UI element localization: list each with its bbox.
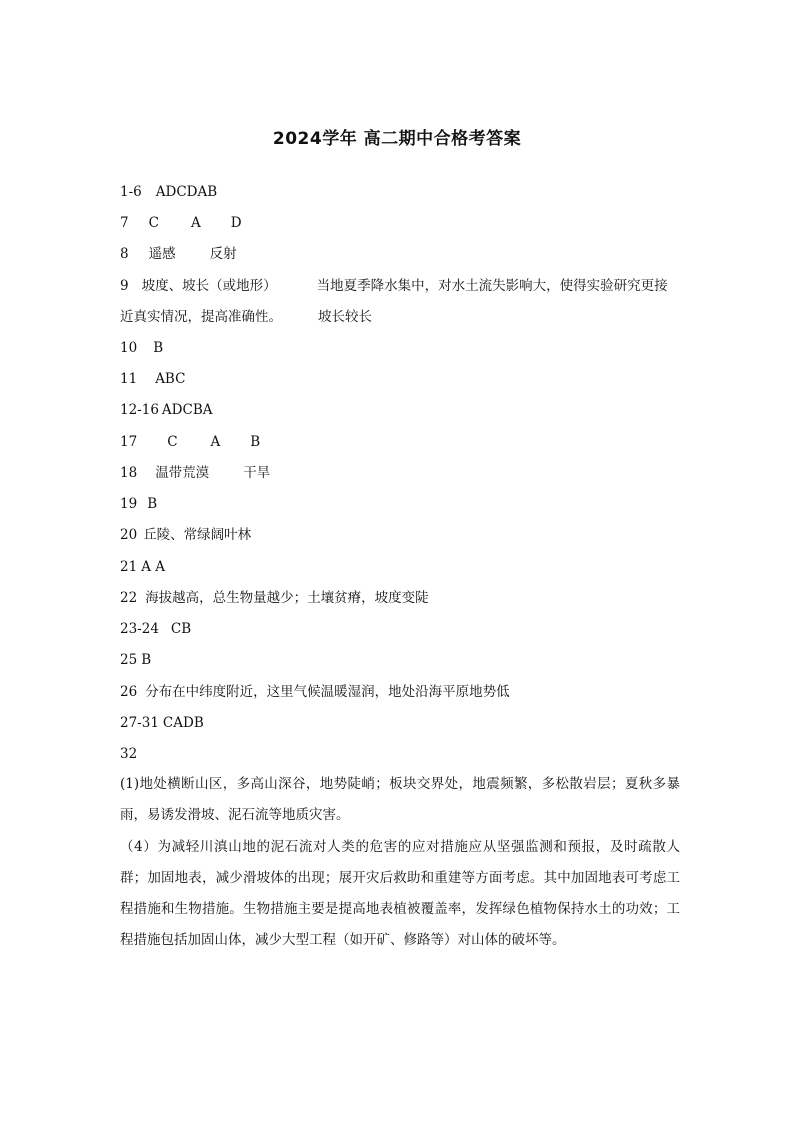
question-number: 32 [120,746,138,762]
answer-paragraph: (1)地处横断山区，多高山深谷，地势陡峭；板块交界处，地震频繁，多松散岩层；夏秋多暴雨，易诱发滑坡、泥石流等地质灾害。 [120,776,680,823]
answer-text: CB [170,621,192,637]
question-number: 19 [120,496,138,512]
question-number: 22 [120,590,138,606]
answer-line [120,307,372,327]
answer-paragraph: （4）为减轻川滇山地的泥石流对人类的危害的应对措施应从坚强监测和预报，及时疏散人群；加固地表，减少滑坡体的出现；展开灾后救助和重建等方面考虑。其中加固地表可考虑工程措施和生物措施。生物措施主要是提高地表植被覆盖率，发挥绿色植物保持水土的功效；工程措施包括加固山体，减少大型工程（如开矿、修路等）对山体的破坏等。 [120,839,680,948]
question-number: 17 [120,434,138,450]
question-number: 7 [120,215,129,231]
question-number: 25 [120,652,138,668]
answer-text: 温带荒漠 [155,465,210,481]
question-number: 9 [120,278,129,294]
answer-line [120,557,165,577]
answer-text: B [250,434,261,450]
answer-line [120,276,668,296]
answer-text: C [148,215,159,231]
answer-text: 坡度、坡长（或地形） [141,278,277,294]
answer-text: B [147,496,158,512]
answer-text: 分布在中纬度附近，这里气候温暖湿润，地处沿海平原地势低 [145,684,510,700]
answer-text: 遥感 [148,246,176,262]
answer-text: A [210,434,221,450]
answer-text: ADCBA [161,402,213,418]
question-number: 27-31 [120,715,159,731]
answer-text: B [141,652,152,668]
answer-text: A [190,215,201,231]
question-number: 21 [120,559,138,575]
answer-line [120,213,242,233]
answer-line [120,744,137,764]
question-number: 10 [120,340,138,356]
answer-text: 当地夏季降水集中，对水土流失影响大，使得实验研究更接 [316,278,668,294]
question-number: 18 [120,465,138,481]
answer-line [120,682,510,702]
answer-line [120,619,191,639]
question-number: 8 [120,246,129,262]
answer-text: 海拔越高，总生物量越少；土壤贫瘠，坡度变陡 [145,590,429,606]
answer-line [120,525,251,545]
answer-line [120,463,270,483]
answer-text: 反射 [209,246,237,262]
question-number: 20 [120,527,138,543]
question-number: 11 [120,371,138,387]
answer-line [120,244,237,264]
answer-line [120,432,260,452]
answer-line [120,494,157,514]
answer-line [120,338,163,358]
answer-line [120,650,151,670]
answer-text: CADB [162,715,204,731]
question-number: 26 [120,684,138,700]
answer-text: 干旱 [243,465,271,481]
answer-text: ADCDAB [155,184,218,200]
page-title: 2024学年 高二期中合格考答案 [272,129,522,149]
answer-text: A A [141,559,165,575]
answer-text: 坡长较长 [318,309,372,325]
answer-text: D [230,215,242,231]
question-number: 12-16 [120,402,159,418]
question-number: 1-6 [120,184,142,200]
answer-line [120,182,217,202]
answer-line [120,588,429,608]
question-number: 23-24 [120,621,159,637]
answer-text: C [167,434,178,450]
answer-text: B [153,340,164,356]
answer-line [120,713,204,733]
answer-line [120,400,213,420]
answer-text: ABC [155,371,186,387]
answer-line [120,369,185,389]
answer-text: 丘陵、常绿阔叶林 [143,527,252,543]
answer-text: 近真实情况，提高准确性。 [120,309,282,325]
